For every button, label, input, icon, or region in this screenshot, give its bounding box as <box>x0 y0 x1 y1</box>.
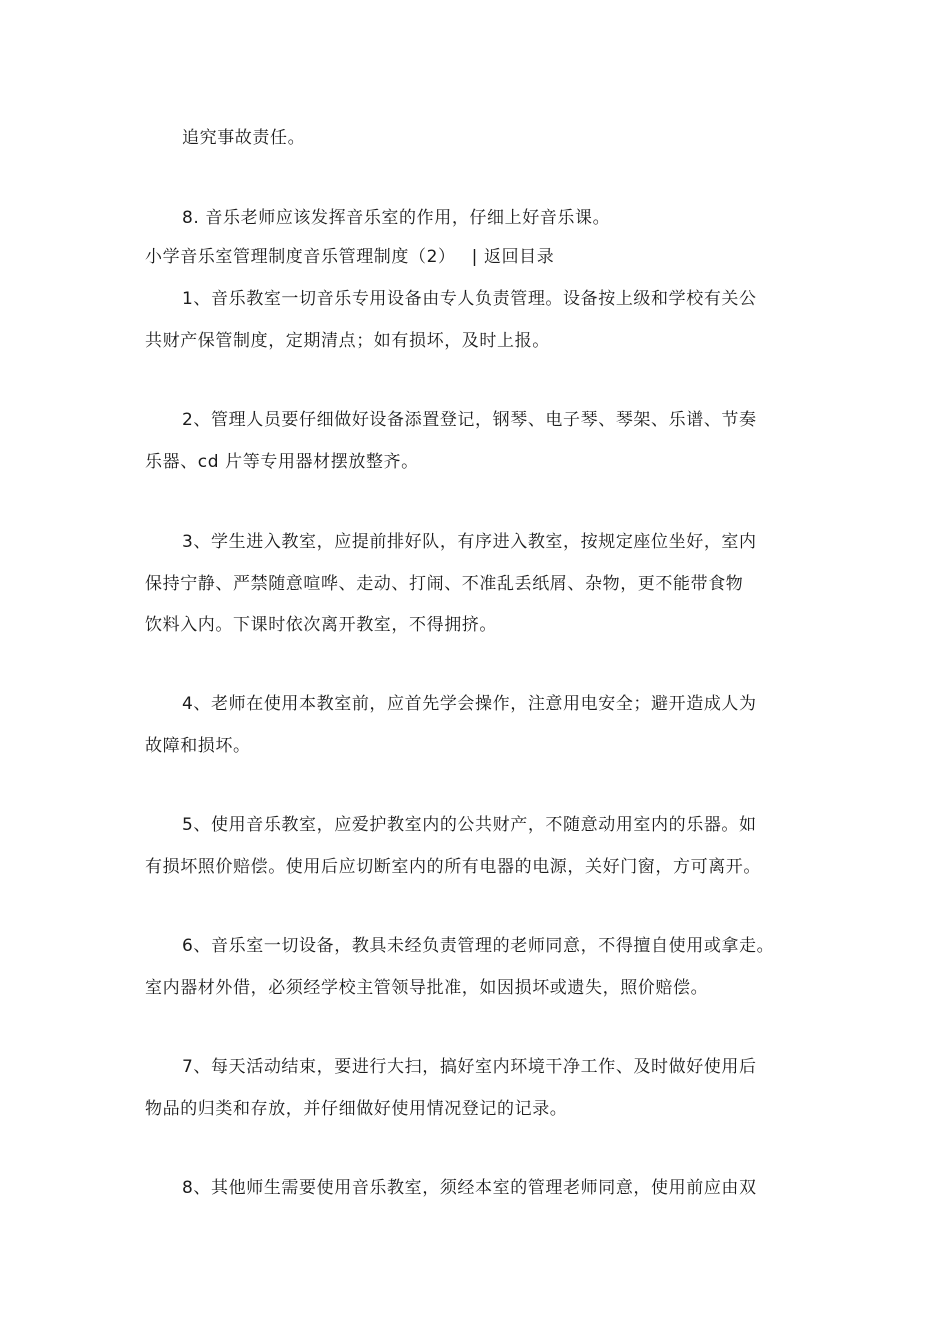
paragraph-line: 有损坏照价赔偿。使用后应切断室内的所有电器的电源，关好门窗，方可离开。 <box>145 857 761 877</box>
paragraph-line: 保持宁静、严禁随意喧哗、走动、打闹、不准乱丢纸屑、杂物，更不能带食物 <box>145 574 744 594</box>
paragraph-line: 7、每天活动结束，要进行大扫，搞好室内环境干净工作、及时做好使用后 <box>182 1057 757 1077</box>
heading-separator: | <box>471 247 478 267</box>
paragraph-line: 6、音乐室一切设备，教具未经负责管理的老师同意，不得擅自使用或拿走。 <box>182 936 775 956</box>
paragraph-line: 物品的归类和存放，并仔细做好使用情况登记的记录。 <box>145 1099 568 1119</box>
paragraph-line: 共财产保管制度，定期清点；如有损坏，及时上报。 <box>145 331 550 351</box>
paragraph-line: 5、使用音乐教室，应爱护教室内的公共财产，不随意动用室内的乐器。如 <box>182 815 757 835</box>
paragraph-line: 2、管理人员要仔细做好设备添置登记，钢琴、电子琴、琴架、乐谱、节奏 <box>182 410 757 430</box>
paragraph-line: 4、老师在使用本教室前，应首先学会操作，注意用电安全；避开造成人为 <box>182 694 757 714</box>
paragraph-line: 8、其他师生需要使用音乐教室，须经本室的管理老师同意，使用前应由双 <box>182 1178 757 1198</box>
back-to-toc-link[interactable]: 返回目录 <box>483 247 555 267</box>
paragraph-line: 1、音乐教室一切音乐专用设备由专人负责管理。设备按上级和学校有关公 <box>182 289 757 309</box>
paragraph-line: 8. 音乐老师应该发挥音乐室的作用，仔细上好音乐课。 <box>182 208 611 228</box>
paragraph-line: 3、学生进入教室，应提前排好队，有序进入教室，按规定座位坐好，室内 <box>182 532 757 552</box>
paragraph-line: 饮料入内。下课时依次离开教室，不得拥挤。 <box>145 615 497 635</box>
section-title: 小学音乐室管理制度音乐管理制度（2） <box>145 247 456 267</box>
section-heading <box>145 245 554 269</box>
paragraph-line: 乐器、cd 片等专用器材摆放整齐。 <box>145 452 419 472</box>
paragraph-line: 追究事故责任。 <box>182 128 306 148</box>
paragraph-line: 室内器材外借，必须经学校主管领导批准，如因损坏或遗失，照价赔偿。 <box>145 978 709 998</box>
paragraph-line: 故障和损坏。 <box>145 736 251 756</box>
